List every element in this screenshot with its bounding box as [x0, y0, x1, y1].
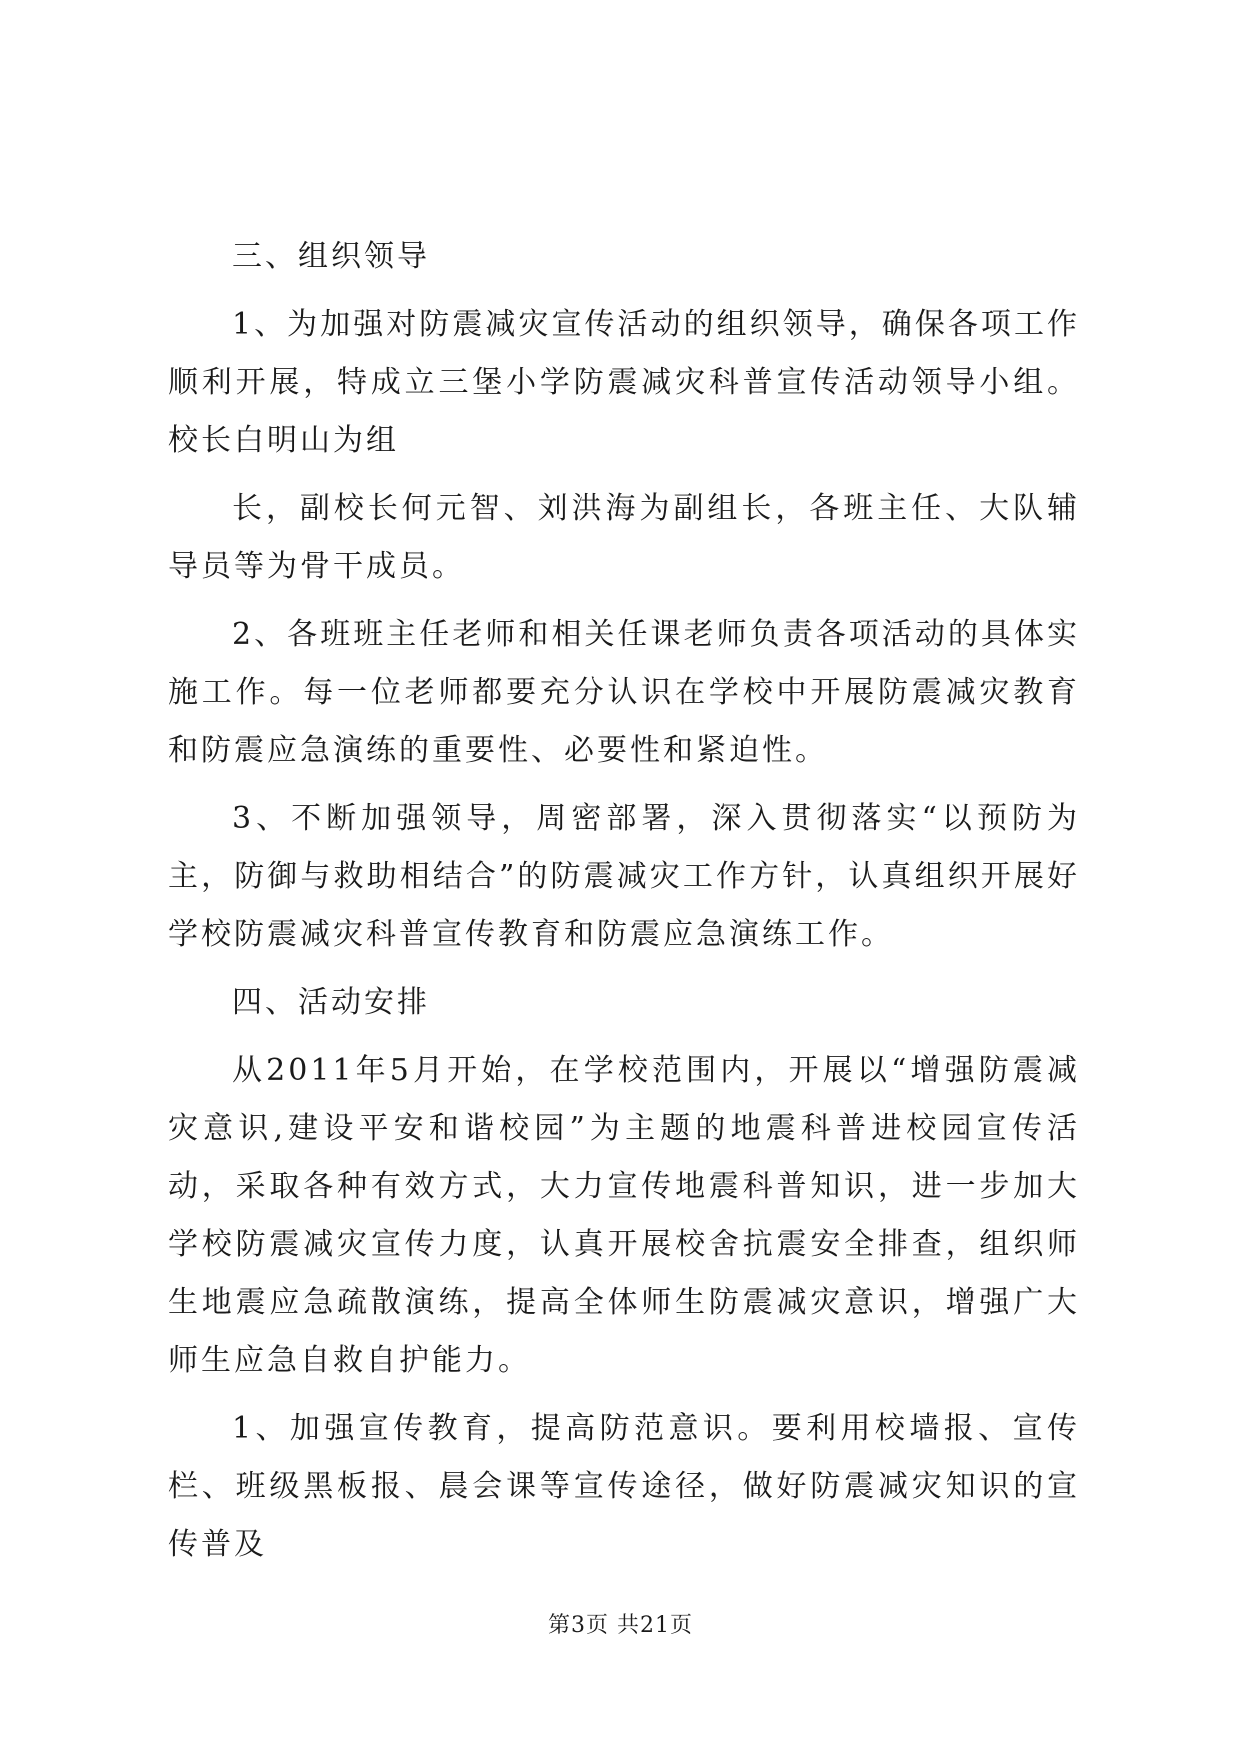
section-heading-activities: 四、活动安排	[232, 985, 430, 1020]
paragraph-leadership-group: 1、为加强对防震减灾宣传活动的组织领导，确保各项工作顺利开展，特成立三堡小学防震减灾科普宣传活动领导小组。校长白明山为组	[168, 307, 1080, 458]
paragraph-teacher-responsibility: 2、各班班主任老师和相关任课老师负责各项活动的具体实施工作。每一位老师都要充分认识在学校中开展防震减灾教育和防震应急演练的重要性、必要性和紧迫性。	[168, 617, 1080, 768]
paragraph-publicity-education: 1、加强宣传教育，提高防范意识。要利用校墙报、宣传栏、班级黑板报、晨会课等宣传途径，做好防震减灾知识的宣传普及	[168, 1411, 1080, 1562]
paragraph-activity-overview: 从2011年5月开始，在学校范围内，开展以“增强防震减灾意识,建设平安和谐校园”为主题的地震科普进校园宣传活动，采取各种有效方式，大力宣传地震科普知识，进一步加大学校防震减灾宣传力度，认真开展校舍抗震安全排查，组织师生地震应急疏散演练，提高全体师生防震减灾意识，增强广大师生应急自救自护能力。	[168, 1053, 1080, 1378]
section-heading-organization: 三、组织领导	[232, 239, 430, 274]
paragraph-strengthen-leadership: 3、不断加强领导，周密部署，深入贯彻落实“以预防为主，防御与救助相结合”的防震减灾工作方针，认真组织开展好学校防震减灾科普宣传教育和防震应急演练工作。	[168, 801, 1080, 952]
page-number-footer: 第3页 共21页	[548, 1613, 693, 1638]
paragraph-group-members: 长，副校长何元智、刘洪海为副组长，各班主任、大队辅导员等为骨干成员。	[168, 491, 1080, 584]
document-body	[168, 228, 1080, 1584]
